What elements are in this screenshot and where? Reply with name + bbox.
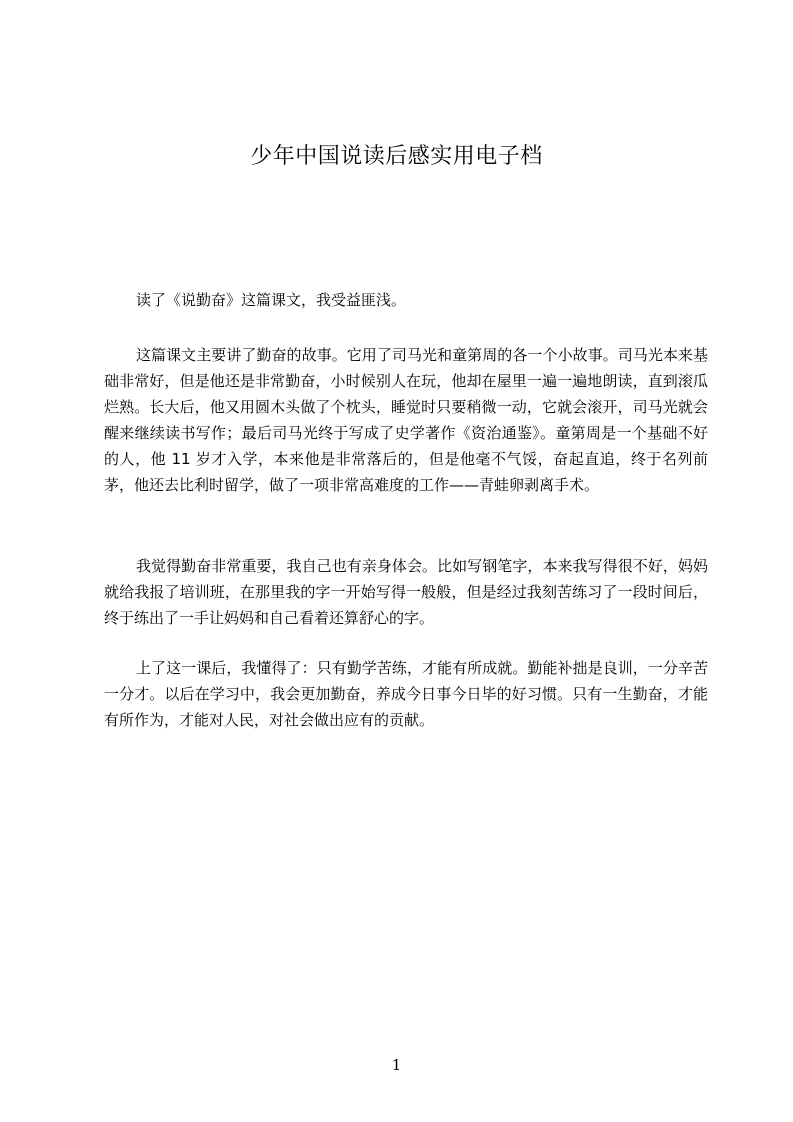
page-number: 1 [391,1056,402,1074]
paragraph-intro: 读了《说勤奋》这篇课文，我受益匪浅。 [136,291,407,309]
document-title: 少年中国说读后感实用电子档 [250,144,543,169]
paragraph-conclusion: 上了这一课后，我懂得了：只有勤学苦练，才能有所成就。勤能补拙是良训，一分辛苦一分才。以后在学习中，我会更加勤奋，养成今日事今日毕的好习惯。只有一生勤奋，才能有所作为，才能对人民，对社会做出应有的贡献。 [104,659,708,729]
paragraph-experience: 我觉得勤奋非常重要，我自己也有亲身体会。比如写钢笔字，本来我写得很不好，妈妈就给我报了培训班，在那里我的字一开始写得一般般，但是经过我刻苦练习了一段时间后，终于练出了一手让妈妈和自己看着还算舒心的字。 [104,557,708,627]
paragraph-summary: 这篇课文主要讲了勤奋的故事。它用了司马光和童第周的各一个小故事。司马光本来基础非常好，但是他还是非常勤奋，小时候别人在玩，他却在屋里一遍一遍地朗读，直到滚瓜烂熟。长大后，他又用圆木头做了个枕头，睡觉时只要稍微一动，它就会滚开，司马光就会醒来继续读书写作；最后司马光终于写成了史学著作《资治通鉴》。童第周是一个基础不好的人，他 11 岁才入学，本来他是非常落后的，但是他毫不气馁，奋起直追，终于名列前茅，他还去比利时留学，做了一项非常高难度的工作——青蛙卵剥离手术。 [104,346,708,494]
